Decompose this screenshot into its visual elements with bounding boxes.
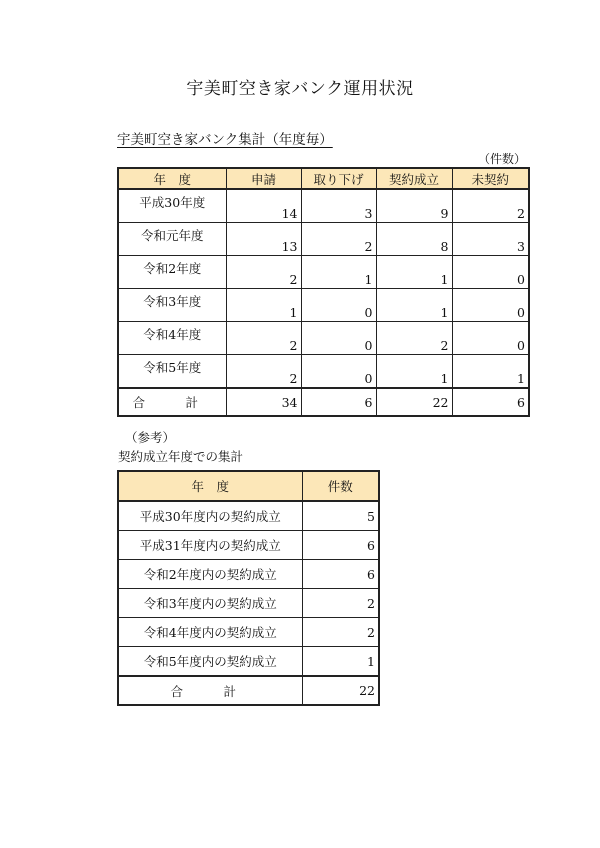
total-count: 22 (302, 676, 379, 705)
table-row (118, 289, 529, 322)
table-row (118, 355, 529, 389)
withdrawals-cell: 3 (301, 189, 376, 223)
contracts-cell: 1 (376, 355, 452, 389)
year-cell: 令和3年度 (118, 289, 226, 322)
table-row (118, 322, 529, 355)
withdrawals-cell: 0 (301, 355, 376, 389)
year-cell: 令和2年度 (118, 256, 226, 289)
pending-cell: 3 (452, 223, 529, 256)
applications-cell: 2 (226, 355, 301, 389)
year-cell: 令和5年度 (118, 355, 226, 389)
reference-note: （参考） (125, 430, 176, 445)
withdrawals-cell: 1 (301, 256, 376, 289)
pending-cell: 0 (452, 256, 529, 289)
contract-year-label: 令和4年度内の契約成立 (118, 618, 302, 647)
unit-note: （件数） (478, 152, 527, 166)
header-count: 件数 (302, 471, 379, 501)
table-row (118, 589, 379, 618)
table-header-row (118, 168, 529, 189)
pending-cell: 2 (452, 189, 529, 223)
header-contracts: 契約成立 (376, 168, 452, 189)
contract-count: 5 (302, 501, 379, 531)
annual-summary-table (117, 167, 530, 417)
header-applications: 申請 (226, 168, 301, 189)
contract-year-label: 平成31年度内の契約成立 (118, 531, 302, 560)
table-row (118, 618, 379, 647)
pending-cell: 0 (452, 322, 529, 355)
contract-count: 6 (302, 531, 379, 560)
annual-section-title: 宇美町空き家バンク集計（年度毎） (117, 132, 333, 148)
total-label: 合 計 (118, 388, 226, 416)
withdrawals-cell: 0 (301, 289, 376, 322)
withdrawals-cell: 2 (301, 223, 376, 256)
applications-cell: 13 (226, 223, 301, 256)
year-cell: 令和4年度 (118, 322, 226, 355)
applications-cell: 1 (226, 289, 301, 322)
header-year: 年 度 (118, 168, 226, 189)
contract-year-label: 令和3年度内の契約成立 (118, 589, 302, 618)
total-withdrawals: 6 (301, 388, 376, 416)
header-pending: 未契約 (452, 168, 529, 189)
contract-count: 2 (302, 618, 379, 647)
contract-year-table (117, 470, 380, 706)
contract-count: 1 (302, 647, 379, 677)
header-year: 年 度 (118, 471, 302, 501)
contracts-cell: 2 (376, 322, 452, 355)
contract-count: 2 (302, 589, 379, 618)
total-applications: 34 (226, 388, 301, 416)
applications-cell: 2 (226, 322, 301, 355)
withdrawals-cell: 0 (301, 322, 376, 355)
header-withdrawals: 取り下げ (301, 168, 376, 189)
contracts-cell: 9 (376, 189, 452, 223)
pending-cell: 0 (452, 289, 529, 322)
contracts-cell: 1 (376, 256, 452, 289)
contract-year-label: 令和5年度内の契約成立 (118, 647, 302, 677)
total-row (118, 388, 529, 416)
contracts-cell: 1 (376, 289, 452, 322)
applications-cell: 2 (226, 256, 301, 289)
table-row (118, 560, 379, 589)
contracts-cell: 8 (376, 223, 452, 256)
total-label: 合 計 (118, 676, 302, 705)
year-cell: 令和元年度 (118, 223, 226, 256)
table-header-row (118, 471, 379, 501)
table-row (118, 501, 379, 531)
table-row (118, 531, 379, 560)
contract-count: 6 (302, 560, 379, 589)
total-contracts: 22 (376, 388, 452, 416)
table-row (118, 189, 529, 223)
pending-cell: 1 (452, 355, 529, 389)
total-pending: 6 (452, 388, 529, 416)
table-row (118, 256, 529, 289)
table-row (118, 223, 529, 256)
page-title: 宇美町空き家バンク運用状況 (186, 79, 414, 99)
applications-cell: 14 (226, 189, 301, 223)
contract-year-label: 平成30年度内の契約成立 (118, 501, 302, 531)
contract-section-title: 契約成立年度での集計 (118, 449, 244, 464)
contract-year-label: 令和2年度内の契約成立 (118, 560, 302, 589)
total-row (118, 676, 379, 705)
table-row (118, 647, 379, 677)
year-cell: 平成30年度 (118, 189, 226, 223)
